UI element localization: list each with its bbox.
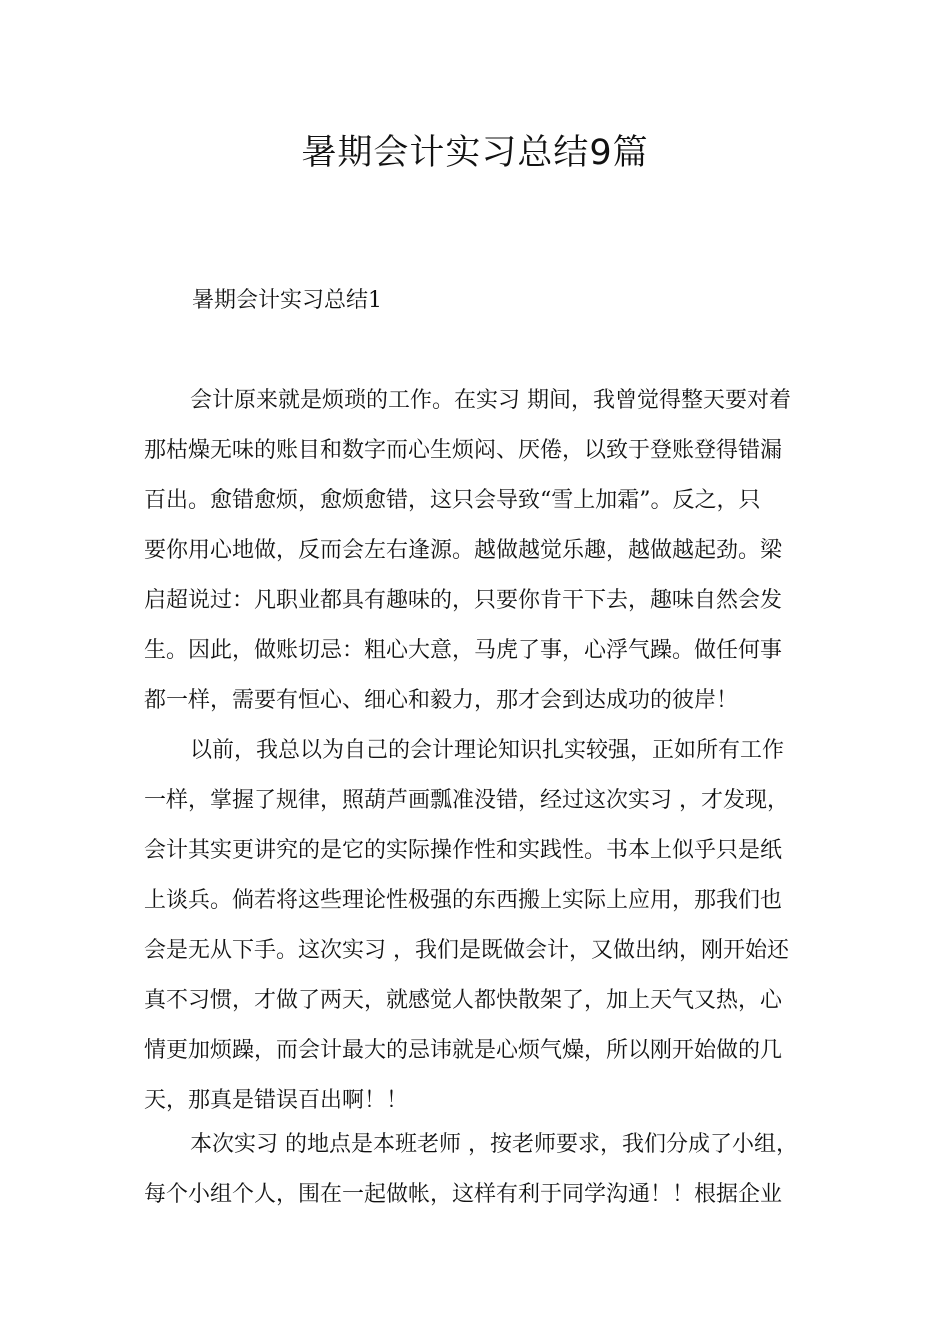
paragraph-1 — [144, 376, 824, 726]
text-line: 生。因此，做账切忌：粗心大意，马虎了事，心浮气躁。做任何事 — [144, 638, 783, 663]
text-line: 本次实习 的地点是本班老师 ，按老师要求，我们分成了小组， — [190, 1132, 798, 1157]
text-line: 会是无从下手。这次实习 ，我们是既做会计，又做出纳，刚开始还 — [144, 938, 789, 963]
text-line: 上谈兵。倘若将这些理论性极强的东西搬上实际上应用，那我们也 — [144, 888, 783, 913]
text-line: 要你用心地做，反而会左右逢源。越做越觉乐趣，越做越起劲。梁 — [144, 538, 783, 563]
text-line: 每个小组个人，围在一起做帐，这样有利于同学沟通！！根据企业 — [144, 1182, 783, 1207]
text-line: 以前，我总以为自己的会计理论知识扎实较强，正如所有工作 — [190, 738, 785, 763]
text-line: 百出。愈错愈烦，愈烦愈错，这只会导致“雪上加霜”。反之，只 — [144, 488, 761, 513]
text-line: 情更加烦躁，而会计最大的忌讳就是心烦气燥，所以刚开始做的几 — [144, 1038, 783, 1063]
text-line: 一样，掌握了规律，照葫芦画瓢准没错，经过这次实习 ，才发现， — [144, 788, 789, 813]
document-title: 暑期会计实习总结9篇 — [301, 133, 649, 173]
text-line: 真不习惯，才做了两天，就感觉人都快散架了，加上天气又热，心 — [144, 988, 783, 1013]
paragraph-3 — [144, 1120, 824, 1220]
text-line: 那枯燥无味的账目和数字而心生烦闷、厌倦，以致于登账登得错漏 — [144, 438, 783, 463]
text-line: 会计其实更讲究的是它的实际操作性和实践性。书本上似乎只是纸 — [144, 838, 783, 863]
text-line: 都一样，需要有恒心、细心和毅力，那才会到达成功的彼岸！ — [144, 688, 739, 713]
text-line: 启超说过：凡职业都具有趣味的，只要你肯干下去，趣味自然会发 — [144, 588, 783, 613]
paragraph-2 — [144, 726, 824, 1126]
section-heading: 暑期会计实习总结1 — [192, 288, 382, 313]
text-line: 天，那真是错误百出啊！！ — [144, 1088, 409, 1113]
text-line: 会计原来就是烦琐的工作。在实习 期间，我曾觉得整天要对着 — [190, 388, 791, 413]
